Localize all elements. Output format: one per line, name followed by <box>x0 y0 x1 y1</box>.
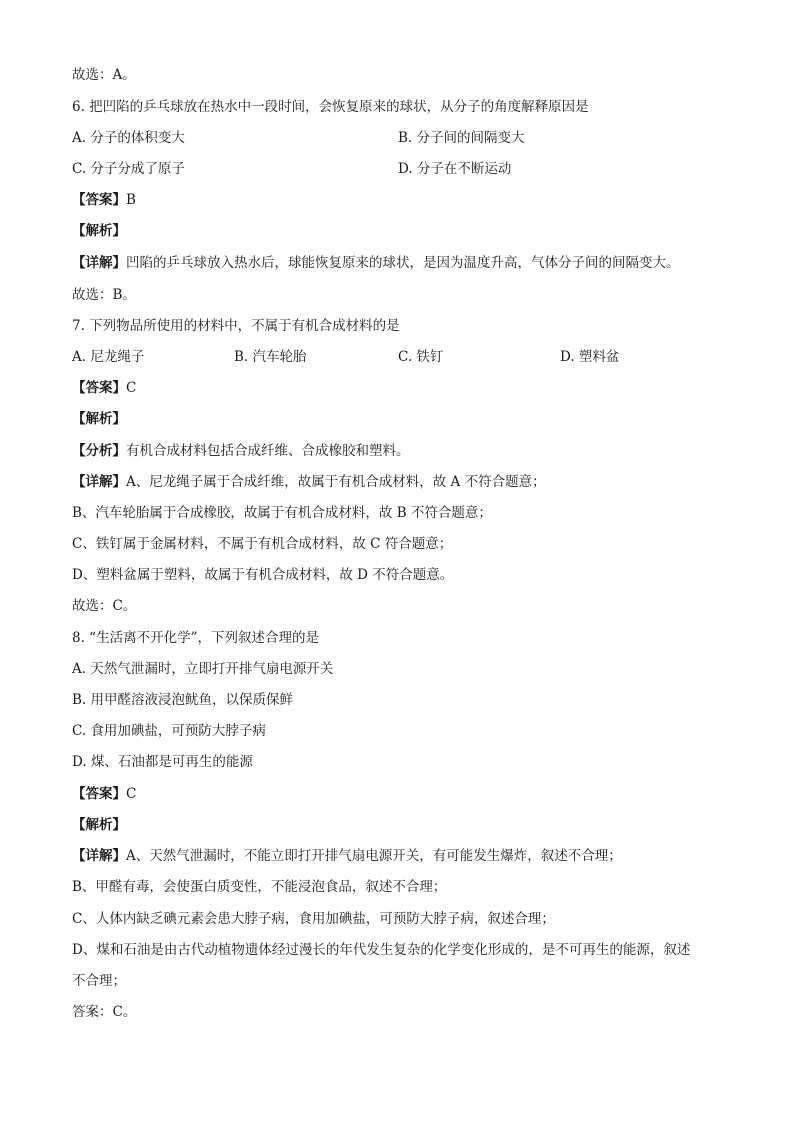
q8-option-d: D. 煤、石油都是可再生的能源 <box>72 754 253 770</box>
q8-option-a: A. 天然气泄漏时，立即打开排气扇电源开关 <box>72 661 334 677</box>
prev-answer-line: 故选：A。 <box>72 67 136 83</box>
q7-detail-c: C、铁钉属于金属材料，不属于有机合成材料，故 C 符合题意； <box>72 536 453 552</box>
question-7: 7. 下列物品所使用的材料中，不属于有机合成材料的是 <box>72 318 400 334</box>
answer-value: C <box>126 786 137 802</box>
q7-analysis-tag: 【解析】 <box>72 411 126 427</box>
q8-analysis-tag: 【解析】 <box>72 817 126 833</box>
q7-option-c: C. 铁钉 <box>398 349 444 365</box>
analysis-text: 有机合成材料包括合成纤维、合成橡胶和塑料。 <box>126 443 410 459</box>
q7-answer <box>72 379 136 397</box>
question-8: 8. “生活离不开化学”，下列叙述合理的是 <box>72 630 319 646</box>
q8-detail <box>72 847 622 865</box>
answer-value: C <box>126 380 137 396</box>
detail-text: A、天然气泄漏时，不能立即打开排气扇电源开关，有可能发生爆炸，叙述不合理； <box>126 848 622 864</box>
detail-tag: 【详解】 <box>72 848 126 864</box>
answer-tag: 【答案】 <box>72 786 126 802</box>
q7-option-a: A. 尼龙绳子 <box>72 349 145 365</box>
q7-detail-b: B、汽车轮胎属于合成橡胶，故属于有机合成材料，故 B 不符合题意； <box>72 505 492 521</box>
answer-tag: 【答案】 <box>72 380 126 396</box>
q7-detail-d: D、塑料盆属于塑料，故属于有机合成材料，故 D 不符合题意。 <box>72 567 454 583</box>
q8-option-b: B. 用甲醛溶液浸泡鱿鱼，以保质保鲜 <box>72 692 294 708</box>
q7-conclusion: 故选：C。 <box>72 598 137 614</box>
q6-option-a: A. 分子的体积变大 <box>72 130 185 146</box>
q7-option-b: B. 汽车轮胎 <box>234 349 307 365</box>
q6-option-b: B. 分子间的间隔变大 <box>398 130 525 146</box>
detail-tag: 【详解】 <box>72 474 126 490</box>
q7-analysis <box>72 442 410 460</box>
q8-detail-d-line1: D、煤和石油是由古代动植物遗体经过漫长的年代发生复杂的化学变化形成的，是不可再生的能源，叙述 <box>72 942 691 958</box>
q6-option-d: D. 分子在不断运动 <box>398 161 512 177</box>
q6-detail <box>72 254 680 272</box>
q6-analysis-tag: 【解析】 <box>72 223 126 239</box>
q8-option-c: C. 食用加碘盐，可预防大脖子病 <box>72 723 266 739</box>
answer-value: B <box>126 192 136 208</box>
analysis-tag: 【分析】 <box>72 443 126 459</box>
q8-conclusion: 答案：C。 <box>72 1004 137 1020</box>
q8-detail-d-line2: 不合理； <box>72 973 126 989</box>
detail-text: 凹陷的乒乓球放入热水后，球能恢复原来的球状，是因为温度升高，气体分子间的间隔变大。 <box>126 255 680 271</box>
detail-tag: 【详解】 <box>72 255 126 271</box>
answer-tag: 【答案】 <box>72 192 126 208</box>
q8-answer <box>72 785 136 803</box>
q8-detail-b: B、甲醛有毒，会使蛋白质变性，不能浸泡食品，叙述不合理； <box>72 879 447 895</box>
q7-option-d: D. 塑料盆 <box>560 349 620 365</box>
q8-detail-c: C、人体内缺乏碘元素会患大脖子病，食用加碘盐，可预防大脖子病，叙述合理； <box>72 911 555 927</box>
q7-detail <box>72 473 546 491</box>
q6-conclusion: 故选：B。 <box>72 287 136 303</box>
q6-option-c: C. 分子分成了原子 <box>72 161 185 177</box>
detail-text: A、尼龙绳子属于合成纤维，故属于有机合成材料，故 A 不符合题意； <box>126 474 546 490</box>
question-6: 6. 把凹陷的乒乓球放在热水中一段时间，会恢复原来的球状，从分子的角度解释原因是 <box>72 99 589 115</box>
q6-answer <box>72 191 136 209</box>
